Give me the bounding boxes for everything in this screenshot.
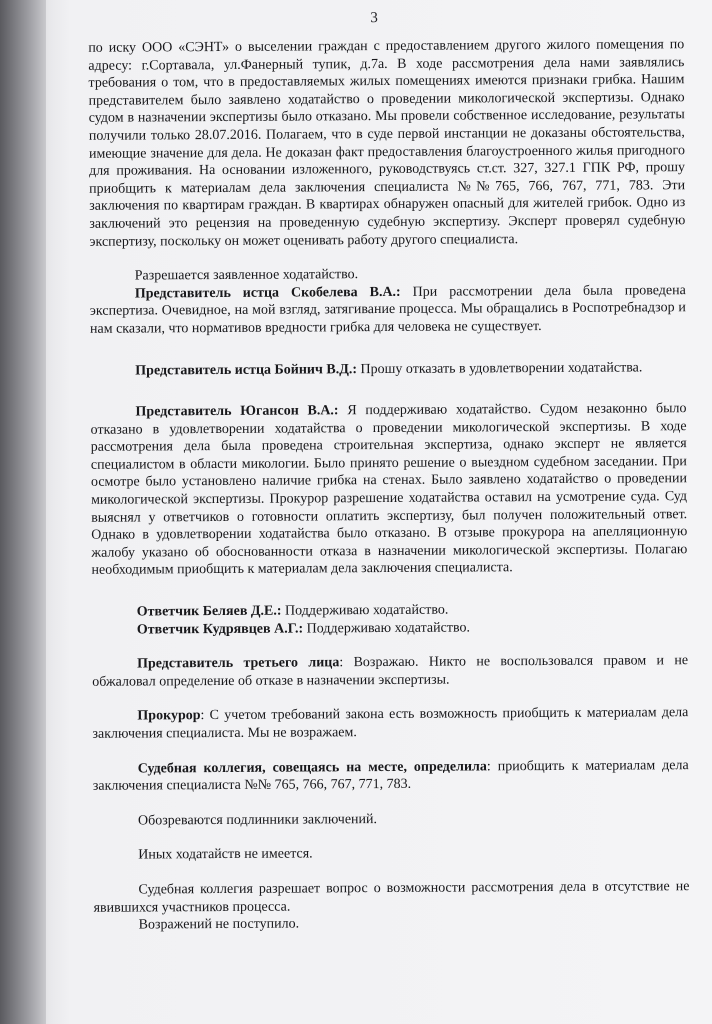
statement-text: Прошу отказать в удовлетворении ходатайства. — [356, 359, 643, 377]
statement-text: При рассмотрении дела была проведена экспертиза. Очевидное, на мой взгляд, затягивание процесса. Мы обращались в Роспотребнадзор и нам сказали, что нормативов вредности грибка для человека не существует. — [89, 282, 686, 337]
book-spine-shadow — [0, 0, 46, 1024]
statement-text: Я поддерживаю ходатайство. Судом незаконно было отказано в удовлетворении ходатайства о проведении микологической экспертизы. В ходе рассмотрения дела была проведена строительная экспертиза, однако эксперт не является специалистом в области микологии. Было принято решение о выездном судебном заседании. При осмотре было установлено наличие грибка на стенах. Было заявлено ходатайство о проведении микологической экспертизы. Прокурор разрешение ходатайства оставил на усмотрение суда. Суд выяснял у ответчиков о готовности оплатить экспертизу, был получен положительный ответ. Однако в удовлетворении ходатайства было отказано. В отзыве прокурора на апелляционную жалобу указано об обоснованности отказа в назначении микологической экспертизы. Полагаю необходимым приобщить к материалам дела заключения специалиста. — [90, 401, 688, 579]
paragraph-no-objections: Возражений не поступило. — [138, 916, 300, 933]
paragraph-motion-considered: Разрешается заявленное ходатайство. — [134, 267, 359, 284]
speaker-label: Представитель истца Бойнич В.Д.: — [135, 361, 358, 379]
statement-prosecutor — [92, 705, 688, 744]
statement-text: : приобщить к материалам дела заключения специалиста №№ 765, 766, 767, 771, 783. — [92, 757, 689, 794]
statement-third-party — [92, 652, 688, 691]
statement-kudryavtsev — [92, 618, 688, 639]
paragraph-no-other-motions: Иных ходатайств не имеется. — [138, 846, 313, 863]
paragraph-absent-participants: Судебная коллегия разрешает вопрос о возможности рассмотрения дела в отсутствие не явившихся участников процесса. — [93, 879, 690, 916]
statement-text: Поддерживаю ходатайство. — [303, 620, 471, 637]
paragraph-plaintiff-motion: по иску ООО «СЭНТ» о выселении граждан с предоставлением другого жилого помещения по адресу: г.Сортавала, ул.Фанерный тупик, д.7а. В ходе рассмотрения дела нами заявлялись требования о том, что в предоставляемых жилых помещениях имеются признаки грибка. Нашим представителем было заявлено ходатайство о проведении микологической экспертизы. Однако судом в назначении экспертизы было отказано. Мы провели собственное исследование, результаты получили только 28.07.2016. Полагаем, что в суде первой инстанции не доказаны обстоятельства, имеющие значение для дела. Не доказан факт предоставления благоустроенного жилья пригодного для проживания. На основании изложенного, руководствуясь ст.ст. 327, 327.1 ГПК РФ, прошу приобщить к материалам дела заключения специалиста №№765, 766, 767, 771, 783. Эти заключения по квартирам граждан. В квартирах обнаружен опасный для жителей грибок. Одно из заключений это рецензия на проведенную судебную экспертизу. Эксперт проверял судебную экспертизу, поскольку он может оценивать работу другого специалиста. — [88, 37, 686, 250]
statement-yuganson — [90, 400, 687, 580]
speaker-label: Представитель Югансон В.А.: — [135, 403, 339, 420]
speaker-label: Судебная коллегия, совещаясь на месте, определила — [137, 758, 487, 777]
statement-boynich — [90, 359, 686, 380]
speaker-label: Прокурор — [137, 708, 201, 724]
statement-text: : Возражаю. Никто не воспользовался правом и не обжаловал определение об отказе в назначении экспертизы. — [92, 653, 689, 690]
document-body — [88, 36, 689, 934]
paragraph-originals-reviewed: Обозреваются подлинники заключений. — [137, 811, 378, 829]
document-page — [54, 0, 700, 1024]
speaker-label: Представитель истца Скобелева В.А.: — [134, 284, 401, 302]
speaker-label: Ответчик Беляев Д.Е.: — [136, 603, 282, 620]
statement-skobeleva — [90, 282, 686, 338]
statement-text: Поддерживаю ходатайство. — [281, 602, 449, 619]
page-number: 3 — [370, 10, 378, 27]
court-decision — [93, 757, 689, 796]
speaker-label: Ответчик Кудрявцев А.Г.: — [136, 621, 304, 638]
statement-text: : С учетом требований закона есть возможность приобщить к материалам дела заключения специалиста. Мы не возражаем. — [92, 705, 689, 742]
speaker-label: Представитель третьего лица — [137, 655, 340, 672]
